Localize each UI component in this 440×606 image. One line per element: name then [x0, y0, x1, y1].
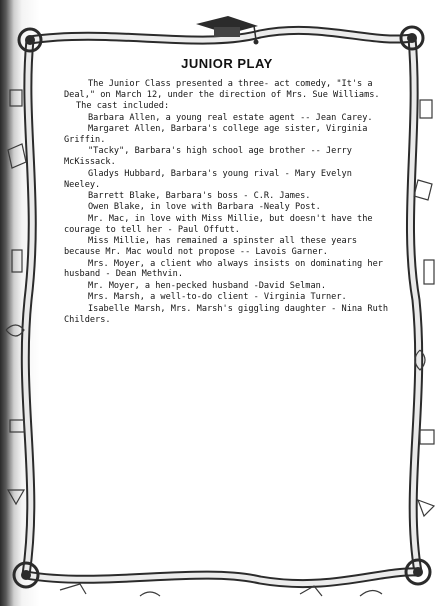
- cast-entry: Mrs. Moyer, a client who always insists on dominating her husband - Dean Methvin.: [64, 258, 383, 280]
- cast-entry: Mr. Moyer, a hen-pecked husband -David Selman.: [88, 280, 326, 291]
- cast-entry: Barbara Allen, a young real estate agent -- Jean Carey.: [88, 112, 373, 123]
- cast-entry: Margaret Allen, Barbara's college age sister, Virginia Griffin.: [64, 124, 368, 146]
- cast-entry: Miss Millie, has remained a spinster all these years because Mr. Mac would not propose -- Lavois Garner.: [64, 236, 358, 258]
- cast-heading: The cast included:: [76, 101, 170, 112]
- intro-paragraph: The Junior Class presented a three- act comedy, "It's a Deal," on March 12, under the direction of Mrs. Sue Williams.: [64, 79, 380, 100]
- cast-entry: Owen Blake, in love with Barbara -Nealy Post.: [88, 202, 321, 213]
- page-title: JUNIOR PLAY: [181, 56, 273, 71]
- cast-entry: "Tacky", Barbara's high school age brother -- Jerry McKissack.: [64, 146, 352, 168]
- article-body: [64, 56, 390, 556]
- cast-entry: Barrett Blake, Barbara's boss - C.R. James.: [88, 191, 311, 202]
- cast-entry: Gladys Hubbard, Barbara's young rival - Mary Evelyn Neeley.: [64, 168, 352, 190]
- cast-entry: Isabelle Marsh, Mrs. Marsh's giggling daughter - Nina Ruth Childers.: [64, 303, 389, 325]
- cast-entry: Mrs. Marsh, a well-to-do client - Virginia Turner.: [88, 292, 347, 303]
- cast-entry: Mr. Mac, in love with Miss Millie, but doesn't have the courage to tell her - Paul Offutt.: [64, 213, 373, 235]
